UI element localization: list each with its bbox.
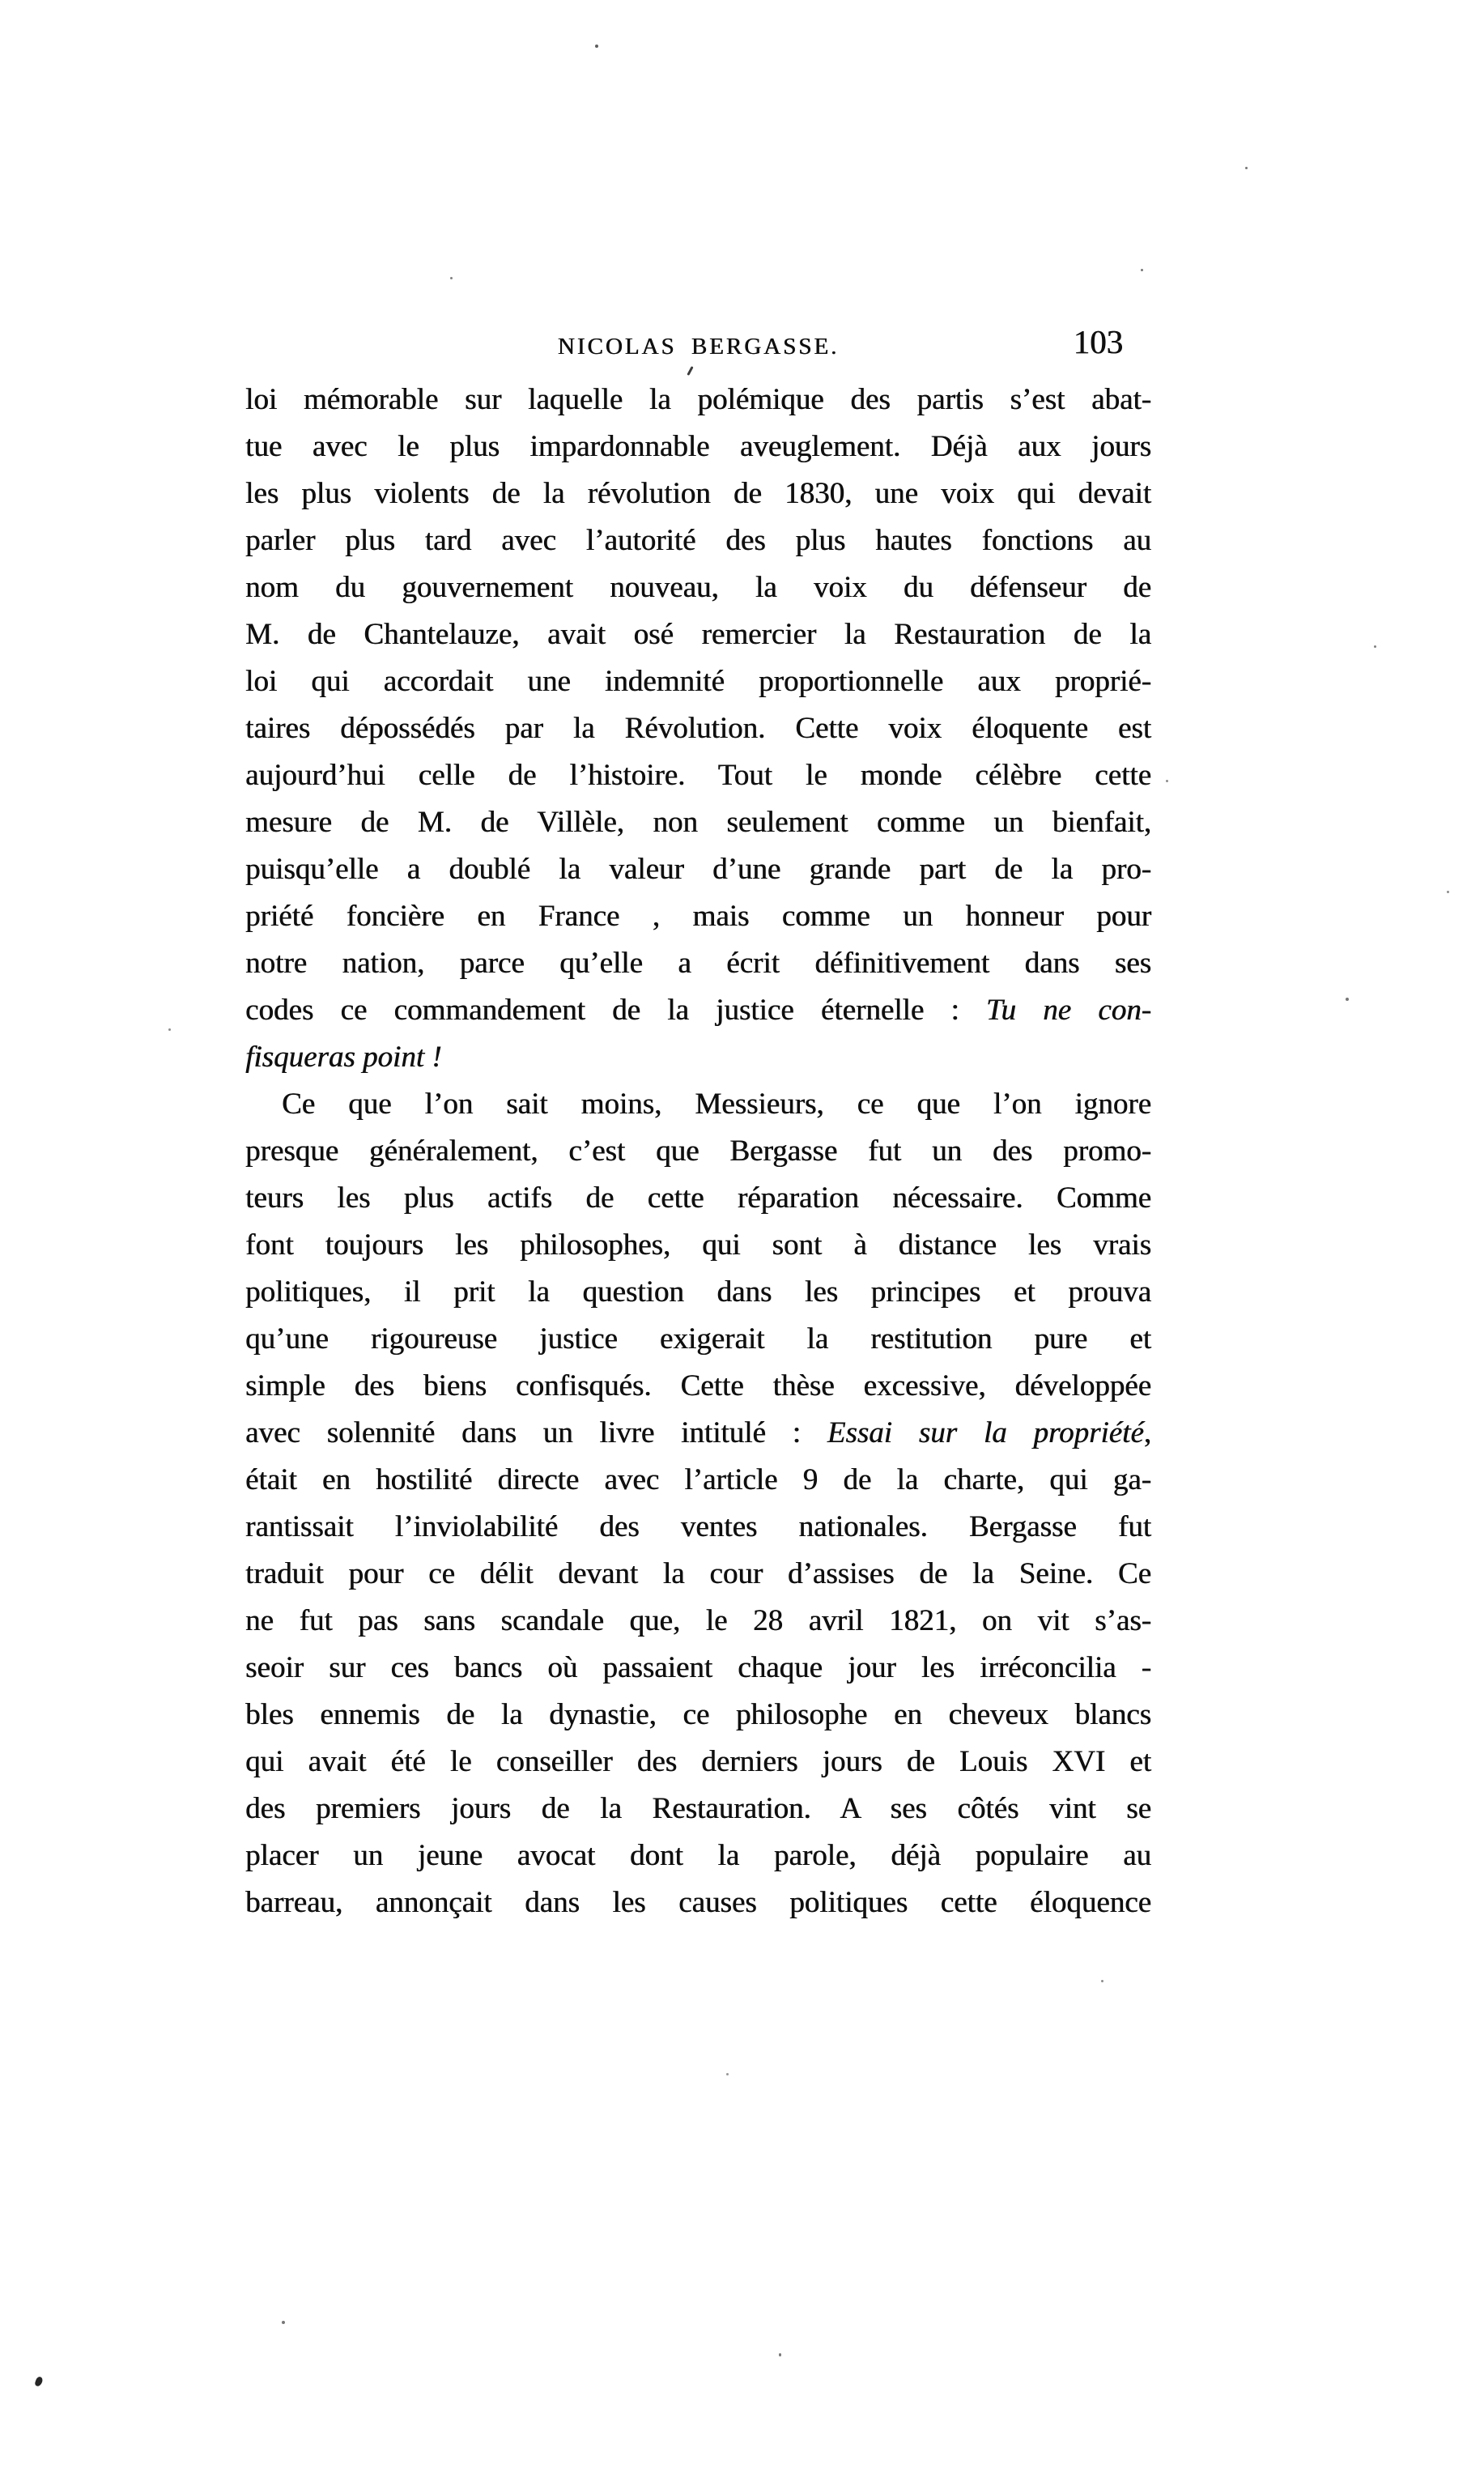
- text-segment: parler plus tard avec l’autorité des plus hautes fonctions au: [245, 524, 1151, 557]
- text-segment: était en hostilité directe avec l’article 9 de la charte, qui ga-: [245, 1463, 1151, 1496]
- text-line: [245, 1175, 1151, 1222]
- ink-speck: [282, 2321, 285, 2324]
- ink-speck: [779, 2353, 781, 2356]
- italic-text-segment: Tu ne con-: [985, 994, 1152, 1027]
- text-segment: tue avec le plus impardonnable aveuglement. Déjà aux jours: [245, 430, 1151, 463]
- text-segment: barreau, annonçait dans les causes politiques cette éloquence: [245, 1886, 1151, 1919]
- text-line: [245, 705, 1151, 752]
- text-segment: rantissait l’inviolabilité des ventes nationales. Bergasse fut: [245, 1510, 1151, 1543]
- text-segment: nom du gouvernement nouveau, la voix du défenseur de: [245, 571, 1151, 604]
- text-line: [245, 1410, 1151, 1457]
- text-segment: teurs les plus actifs de cette réparation nécessaire. Comme: [245, 1181, 1151, 1215]
- ink-speck: [34, 2376, 44, 2387]
- text-line: [245, 846, 1151, 893]
- text-line: [245, 1786, 1151, 1833]
- text-segment: priété foncière en France , mais comme un honneur pour: [245, 900, 1151, 933]
- text-line: [245, 799, 1151, 846]
- page-number: 103: [1073, 323, 1123, 360]
- text-line: [245, 611, 1151, 658]
- ink-speck: [1447, 891, 1449, 893]
- ink-speck: [1374, 645, 1376, 648]
- text-line: [245, 1692, 1151, 1739]
- ink-speck: [687, 366, 693, 376]
- text-segment: presque généralement, c’est que Bergasse fut un des promo-: [245, 1134, 1151, 1168]
- text-segment: Ce que l’on sait moins, Messieurs, ce que l’on ignore: [282, 1088, 1151, 1121]
- text-line: [245, 1363, 1151, 1410]
- text-line: [245, 752, 1151, 799]
- text-segment: bles ennemis de la dynastie, ce philosophe en cheveux blancs: [245, 1698, 1151, 1731]
- text-line: [245, 1551, 1151, 1598]
- text-segment: des premiers jours de la Restauration. A ses côtés vint se: [245, 1792, 1151, 1825]
- running-header-title: NICOLAS BERGASSE.: [557, 334, 840, 360]
- text-segment: les plus violents de la révolution de 1830, une voix qui devait: [245, 477, 1151, 510]
- text-line: [245, 1034, 1151, 1081]
- italic-text-segment: fisqueras point !: [245, 1041, 442, 1074]
- italic-text-segment: Essai sur la propriété: [827, 1416, 1144, 1449]
- ink-speck: [726, 2073, 729, 2075]
- text-line: [245, 1833, 1151, 1879]
- text-line: [245, 1504, 1151, 1551]
- text-line: [245, 1598, 1151, 1645]
- ink-speck: [1245, 167, 1248, 169]
- text-line: [245, 1316, 1151, 1363]
- text-segment: seoir sur ces bancs où passaient chaque jour les irréconcilia -: [245, 1651, 1151, 1684]
- text-line: [245, 470, 1151, 517]
- ink-speck: [1141, 269, 1143, 271]
- ink-speck: [168, 1028, 171, 1031]
- text-line: [245, 1457, 1151, 1504]
- text-line: [245, 1879, 1151, 1926]
- body-text-block: [245, 377, 1151, 1926]
- text-line: [245, 517, 1151, 564]
- text-line: [245, 1128, 1151, 1175]
- text-segment: font toujours les philosophes, qui sont à distance les vrais: [245, 1228, 1151, 1262]
- text-segment: codes ce commandement de la justice éternelle :: [245, 994, 986, 1027]
- text-segment: simple des biens confisqués. Cette thèse excessive, développée: [245, 1369, 1151, 1403]
- text-segment: loi mémorable sur laquelle la polémique des partis s’est abat-: [245, 383, 1151, 416]
- text-line: [245, 940, 1151, 987]
- text-segment: notre nation, parce qu’elle a écrit définitivement dans ses: [245, 947, 1151, 980]
- text-line: [245, 377, 1151, 424]
- text-segment: mesure de M. de Villèle, non seulement comme un bienfait,: [245, 806, 1151, 839]
- text-segment: qu’une rigoureuse justice exigerait la restitution pure et: [245, 1322, 1151, 1356]
- ink-speck: [595, 45, 598, 48]
- text-line: [245, 1645, 1151, 1692]
- text-line: [245, 1222, 1151, 1269]
- text-line: [245, 893, 1151, 940]
- ink-speck: [1101, 1980, 1103, 1982]
- text-segment: M. de Chantelauze, avait osé remercier la Restauration de la: [245, 618, 1151, 651]
- ink-speck: [450, 277, 453, 279]
- text-segment: avec solennité dans un livre intitulé :: [245, 1416, 827, 1449]
- text-line: [245, 987, 1151, 1034]
- text-line: [245, 1269, 1151, 1316]
- text-segment: ne fut pas sans scandale que, le 28 avril 1821, on vit s’as-: [245, 1604, 1151, 1637]
- text-line: [245, 1739, 1151, 1786]
- text-segment: placer un jeune avocat dont la parole, déjà populaire au: [245, 1839, 1151, 1872]
- text-segment: politiques, il prit la question dans les principes et prouva: [245, 1275, 1151, 1309]
- ink-speck: [1166, 780, 1168, 782]
- text-segment: puisqu’elle a doublé la valeur d’une grande part de la pro-: [245, 853, 1151, 886]
- text-segment: taires dépossédés par la Révolution. Cette voix éloquente est: [245, 712, 1151, 745]
- ink-speck: [1346, 998, 1349, 1001]
- text-line: [245, 564, 1151, 611]
- text-segment: aujourd’hui celle de l’histoire. Tout le monde célèbre cette: [245, 759, 1151, 792]
- text-segment: ,: [1143, 1416, 1151, 1449]
- text-line: [245, 1081, 1151, 1128]
- text-segment: qui avait été le conseiller des derniers jours de Louis XVI et: [245, 1745, 1151, 1778]
- text-line: [245, 424, 1151, 470]
- text-segment: traduit pour ce délit devant la cour d’assises de la Seine. Ce: [245, 1557, 1151, 1590]
- text-line: [245, 658, 1151, 705]
- text-segment: loi qui accordait une indemnité proportionnelle aux proprié-: [245, 665, 1151, 698]
